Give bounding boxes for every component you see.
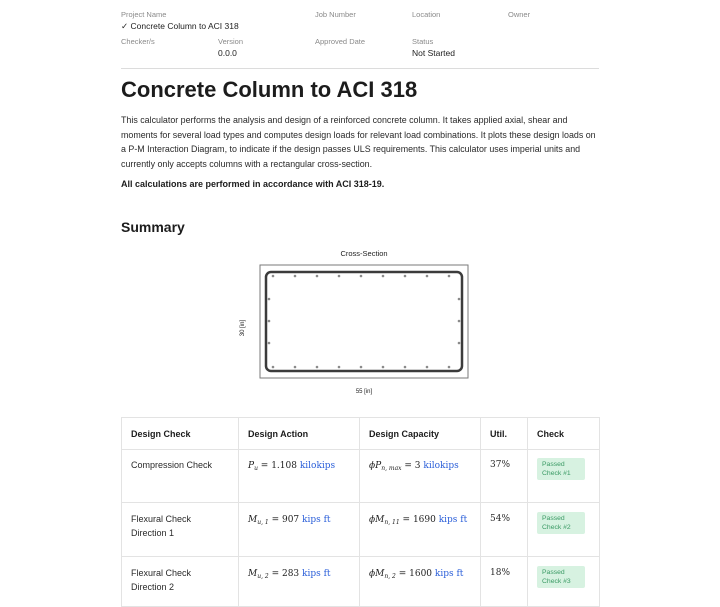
rebar-dot [360,366,363,369]
project-name-label: Project Name [121,10,167,19]
page-title: Concrete Column to ACI 318 [121,77,418,102]
unit-link[interactable]: kips ft [302,569,331,579]
rebar-dot [294,275,297,278]
column-outline [260,265,468,378]
summary-heading: Summary [121,219,185,235]
header-design-action: Design Action [239,418,360,450]
cross-section-diagram [228,244,492,400]
width-label: 55 [in] [355,389,373,395]
rebar-dot [404,366,407,369]
status-field[interactable] [412,37,455,59]
design-action-cell: $M_{u, 2} = 283$ kips ft [239,557,360,607]
version-field[interactable] [218,37,243,59]
project-name-field[interactable] [121,10,239,32]
design-capacity-cell: $\phi M_{n, 11} = 1690$ kips ft [360,503,481,557]
version-value: 0.0.0 [218,48,237,58]
job-number-label: Job Number [315,10,356,19]
unit-link[interactable]: kips ft [434,569,464,579]
check-icon: ✓ [121,21,129,31]
design-capacity-cell: $\phi M_{n, 2} = 1600$ kips ft [360,557,481,607]
rebar-dot [272,275,275,278]
design-capacity-cell: $\phi P_{n, max} = 3$ kilokips [360,450,481,503]
table-row [122,450,600,503]
rebar-dot [338,366,341,369]
rebar-dot [382,366,385,369]
utilization-cell: 54% [481,503,528,557]
rebar-dot [404,275,407,278]
rebar-dot [458,320,461,323]
rebar-dot [426,275,429,278]
check-cell [528,557,600,607]
table-header-row [122,418,600,450]
rebar-dot [268,320,271,323]
rebar-dot [272,366,275,369]
location-label: Location [412,10,441,19]
checkers-field[interactable] [121,37,155,47]
design-check-cell: Flexural Check Direction 1 [122,503,239,557]
code-statement: All calculations are performed in accordance with ACI 318-19. [121,179,385,189]
unit-link[interactable]: kips ft [302,515,331,525]
approved-date-field[interactable] [315,37,365,47]
utilization-cell: 37% [481,450,528,503]
check-cell [528,450,600,503]
rebar-dot [316,366,319,369]
cross-section-title: Cross-Section [340,249,388,258]
passed-check-badge[interactable]: Passed Check #1 [537,458,585,480]
location-field[interactable] [412,10,440,20]
table-row [122,503,600,557]
checkers-label: Checker/s [121,37,155,46]
rebar-dot [360,275,363,278]
rebar-dot [268,298,271,301]
job-number-field[interactable] [315,10,356,20]
rebar-dot [448,275,451,278]
unit-link[interactable]: kilokips [423,461,459,471]
header-check: Check [528,418,600,450]
owner-field[interactable] [508,10,530,20]
utilization-cell: 18% [481,557,528,607]
header-design-capacity: Design Capacity [360,418,481,450]
rebar-dot [268,342,271,345]
passed-check-badge[interactable]: Passed Check #3 [537,566,585,588]
height-label: 30 [in] [240,319,246,337]
passed-check-badge[interactable]: Passed Check #2 [537,512,585,534]
project-name-value: Concrete Column to ACI 318 [130,21,239,31]
rebar-dot [338,275,341,278]
version-label: Version [218,37,244,46]
design-action-cell: $M_{u, 1} = 907$ kips ft [239,503,360,557]
header-design-check: Design Check [122,418,239,450]
owner-label: Owner [508,10,531,19]
design-check-cell: Flexural Check Direction 2 [122,557,239,607]
unit-link[interactable]: kips ft [438,515,468,525]
design-action-cell: $P_u = 1.108$ kilokips [239,450,360,503]
header-util: Util. [481,418,528,450]
status-label: Status [412,37,434,46]
rebar-dot [448,366,451,369]
unit-link[interactable]: kilokips [299,461,336,471]
table-row [122,557,600,607]
rebar-dot [316,275,319,278]
meta-header [121,10,599,69]
rebar-dot [426,366,429,369]
rebar-dot [382,275,385,278]
rebar-dot [294,366,297,369]
approved-date-label: Approved Date [315,37,366,46]
rebar-dot [458,342,461,345]
design-check-cell: Compression Check [122,450,239,503]
status-value: Not Started [412,48,455,58]
intro-paragraph: This calculator performs the analysis and design of a reinforced concrete column. It takes applied axial, shear and moments for several load types and computes design loads for relevant load combinations. It plots these design loads on a P-M Interaction Diagram, to indicate if the design passes ULS requirements. This calculator uses imperial units and currently only accepts columns with a rectangular cross-section. [121,115,596,169]
check-cell [528,503,600,557]
summary-table [121,417,600,607]
rebar-dot [458,298,461,301]
